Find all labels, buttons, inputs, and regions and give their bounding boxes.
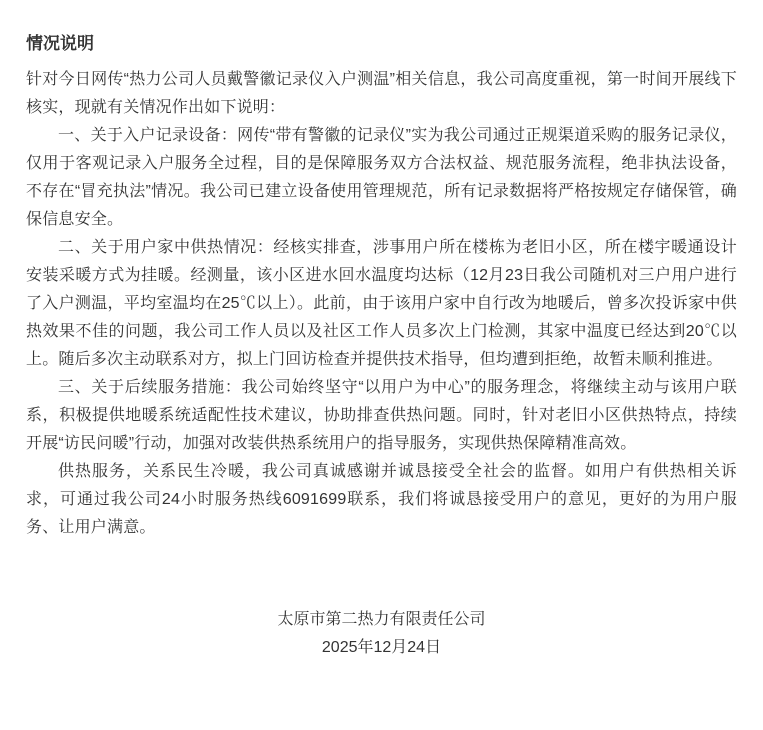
intro-paragraph: 针对今日网传“热力公司人员戴警徽记录仪入户测温”相关信息，我公司高度重视，第一时间开展线下核实，现就有关情况作出如下说明： <box>26 71 737 116</box>
page-title-text: 情况说明 <box>26 34 94 53</box>
section-2-heating-status-paragraph: 二、关于用户家中供热情况：经核实排查，涉事用户所在楼栋为老旧小区，所在楼宇暖通设计安装采暖方式为挂暖。经测量，该小区进水回水温度均达标（12月23日我公司随机对三户用户进行了入户测温，平均室温均在25℃以上）。此前，由于该用户家中自行改为地暖后，曾多次投诉家中供热效果不佳的问题，我公司工作人员以及社区工作人员多次上门检测，其家中温度已经达到20℃以上。随后多次主动联系对方，拟上门回访检查并提供技术指导，但均遭到拒绝，故暂未顺利推进。 <box>26 239 737 368</box>
signature-block <box>26 606 737 662</box>
page-title <box>26 30 737 58</box>
closing-paragraph: 供热服务，关系民生冷暖，我公司真诚感谢并诚恳接受全社会的监督。如用户有供热相关诉求，可通过我公司24小时服务热线6091699联系，我们将诚恳接受用户的意见，更好的为用户服务、让用户满意。 <box>26 463 737 536</box>
signature-date: 2025年12月24日 <box>321 639 442 656</box>
company-signature: 太原市第二热力有限责任公司 <box>277 611 486 628</box>
section-3-followup-measures-paragraph: 三、关于后续服务措施：我公司始终坚守“以用户为中心”的服务理念，将继续主动与该用户联系，积极提供地暖系统适配性技术建议，协助排查供热问题。同时，针对老旧小区供热特点，持续开展“访民问暖”行动，加强对改装供热系统用户的指导服务，实现供热保障精准高效。 <box>26 379 737 452</box>
section-1-recording-device-paragraph: 一、关于入户记录设备：网传“带有警徽的记录仪”实为我公司通过正规渠道采购的服务记录仪，仅用于客观记录入户服务全过程，目的是保障服务双方合法权益、规范服务流程，绝非执法设备，不存在“冒充执法”情况。我公司已建立设备使用管理规范，所有记录数据将严格按规定存储保管，确保信息安全。 <box>26 127 737 228</box>
